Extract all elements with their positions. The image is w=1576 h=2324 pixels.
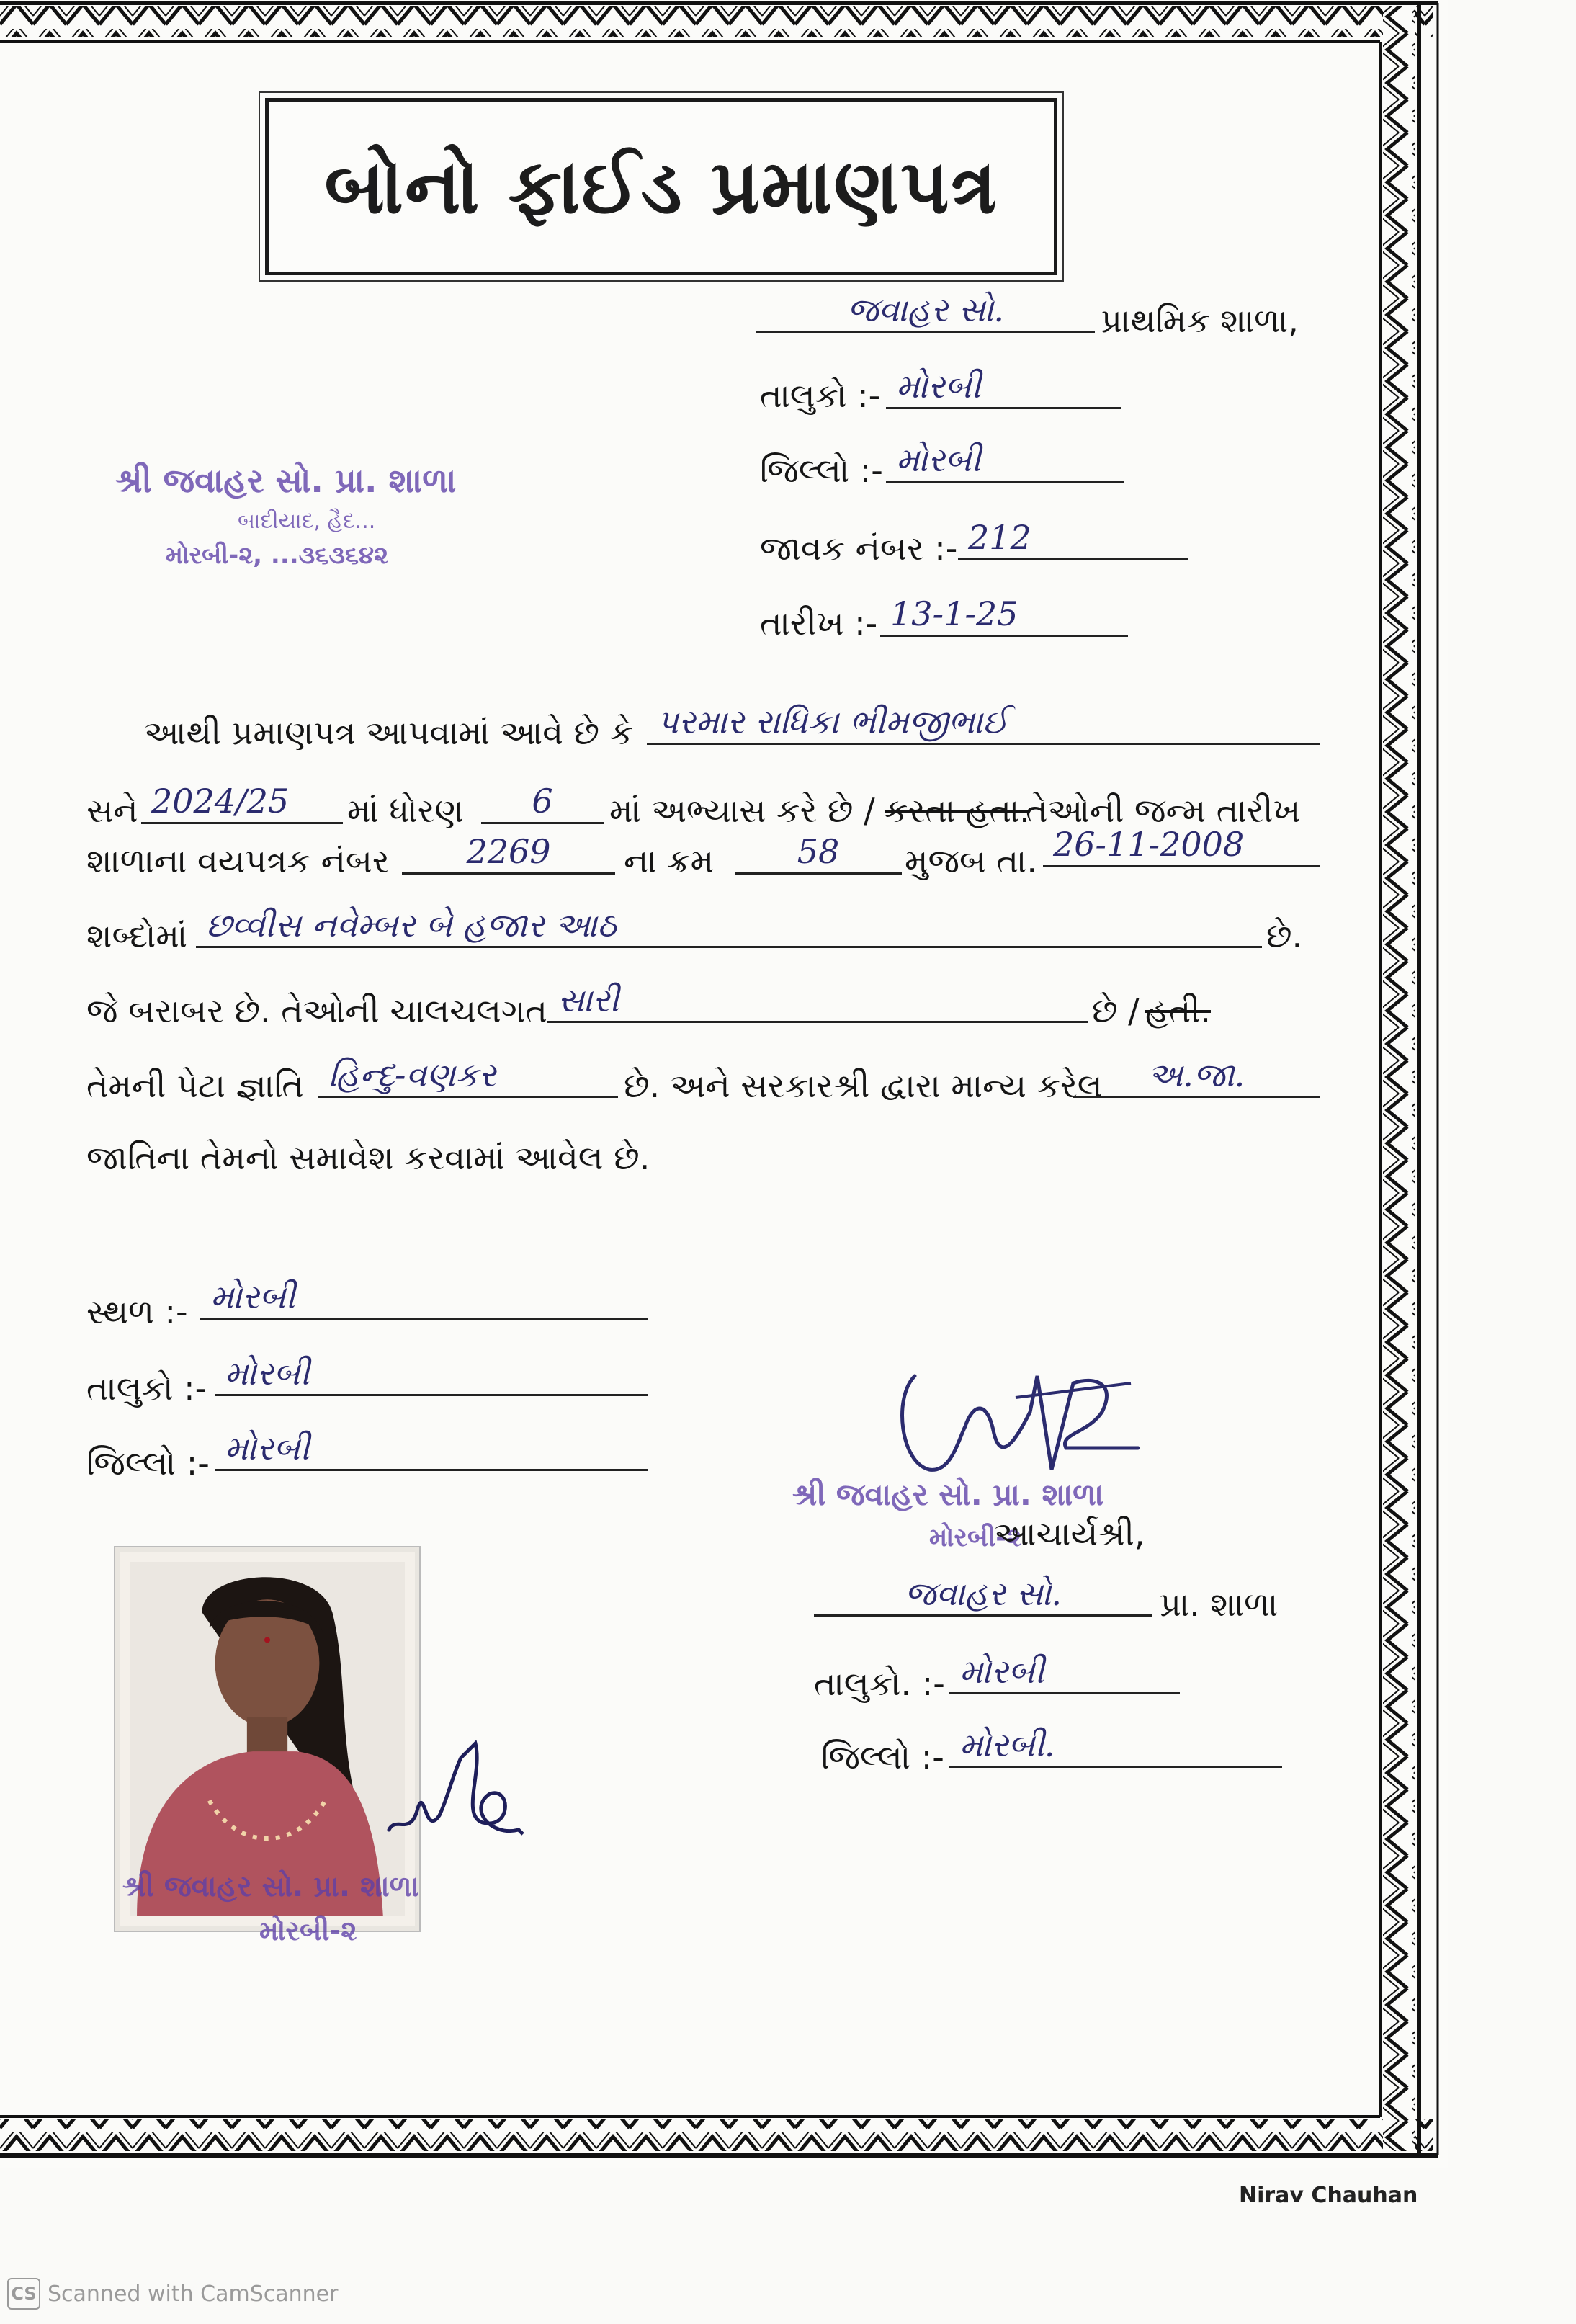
student-portrait	[130, 1562, 405, 1916]
photo-stamp-line1: શ્રી જવાહર સો. પ્રા. શાળા	[122, 1870, 419, 1903]
conduct-field: સારી	[547, 981, 1088, 1023]
std-field: 6	[481, 782, 604, 824]
place-field: મોરબી	[200, 1278, 648, 1320]
register-field: 2269	[402, 833, 615, 875]
scanner-text: Scanned with CamScanner	[48, 2281, 339, 2307]
serial-label: ના ક્રમ	[624, 841, 715, 880]
register-label: શાળાના વયપત્રક નંબર	[86, 841, 390, 880]
words-end: છે.	[1266, 916, 1303, 955]
caste-label: તેમની પેટા જ્ઞાતિ	[86, 1066, 304, 1105]
school-suffix: પ્રાથમિક શાળા,	[1101, 301, 1299, 340]
scanner-watermark	[7, 2278, 338, 2310]
stamp-top-line3: મોરબી-૨, ...૩૬૩૬૪૨	[166, 541, 389, 570]
place-label: સ્થળ :-	[86, 1292, 188, 1331]
title-box	[265, 98, 1057, 275]
photo-stamp-line2: મોરબી-૨	[259, 1915, 357, 1947]
school-stamp-top	[115, 461, 456, 570]
date-label: તારીખ :-	[760, 604, 878, 643]
photo-signature	[375, 1729, 533, 1859]
district-field: મોરબી	[886, 441, 1124, 483]
words-label: શબ્દોમાં	[86, 916, 188, 955]
dob-field: 26-11-2008	[1043, 826, 1320, 867]
signature-stamp-line1: શ્રી જવાહર સો. પ્રા. શાળા	[792, 1477, 1104, 1512]
study-text: માં અભ્યાસ કરે છે /	[609, 791, 875, 830]
study-strike-text: કરતા હતા.	[885, 791, 1030, 830]
serial-field: 58	[735, 833, 902, 875]
sign-taluka-field: મોરબી	[949, 1653, 1180, 1694]
stamp-top-line2: બાદીયાદ, હૈદ...	[238, 509, 376, 534]
sign-school-suffix: પ્રા. શાળા	[1160, 1585, 1279, 1624]
taluka-field: મોરબી	[886, 367, 1121, 409]
intro-text: આથી પ્રમાણપત્ર આપવામાં આવે છે કે	[144, 713, 634, 752]
place-district-label: જિલ્લો :-	[86, 1444, 210, 1483]
conduct-strike: હતી.	[1145, 991, 1211, 1030]
sign-district-label: જિલ્લો :-	[821, 1738, 944, 1776]
place-taluka-field: મોરબી	[215, 1354, 648, 1396]
school-name-field: જવાહર સો.	[756, 291, 1095, 333]
caste-mid-text: છે. અને સરકારશ્રી દ્વારા માન્ય કરેલ	[624, 1066, 1103, 1105]
stamp-top-line1: શ્રી જવાહર સો. પ્રા. શાળા	[115, 461, 457, 500]
sign-school-field: જવાહર સો.	[814, 1575, 1152, 1617]
year-field: 2024/25	[141, 782, 343, 824]
words-field: છવ્વીસ નવેમ્બર બે હજાર આઠ	[196, 906, 1262, 948]
closing-text: જાતિના તેમનો સમાવેશ કરવામાં આવેલ છે.	[86, 1138, 650, 1177]
district-label: જિલ્લો :-	[760, 451, 883, 490]
year-prefix: સને	[86, 791, 138, 830]
principal-title: આચાર્યશ્રી,	[994, 1514, 1145, 1553]
conduct-end: છે /	[1092, 991, 1140, 1030]
sign-taluka-label: તાલુકો. :-	[814, 1664, 945, 1703]
camscanner-icon: CS	[7, 2278, 40, 2310]
std-label: માં ધોરણ	[347, 791, 464, 830]
certificate-title: બોનો ફાઈડ પ્રમાણપત્ર	[324, 142, 998, 231]
taluka-label: તાલુકો :-	[760, 376, 881, 415]
date-field: 13-1-25	[880, 595, 1128, 637]
sign-district-field: મોરબી.	[949, 1726, 1282, 1768]
conduct-label: જે બરાબર છે. તેઓની ચાલચલગત	[86, 991, 547, 1030]
as-per-label: મુજબ તા.	[905, 841, 1037, 880]
footer-name: Nirav Chauhan	[1239, 2183, 1418, 2208]
dob-text: તેઓની જન્મ તારીખ	[1026, 791, 1301, 830]
place-taluka-label: તાલુકો :-	[86, 1369, 207, 1408]
place-district-field: મોરબી	[215, 1429, 648, 1471]
outward-no-field: 212	[958, 519, 1188, 560]
signature-stamp-line2: મોરબી-૨	[929, 1523, 1022, 1552]
photo-stamp	[122, 1870, 419, 1947]
outward-no-label: જાવક નંબર :-	[760, 529, 958, 568]
student-name-field: પરમાર રાધિકા ભીમજીભાઈ	[647, 703, 1320, 745]
caste-field: હિન્દુ-વણકર	[318, 1056, 618, 1098]
category-field: અ.જા.	[1073, 1056, 1320, 1098]
